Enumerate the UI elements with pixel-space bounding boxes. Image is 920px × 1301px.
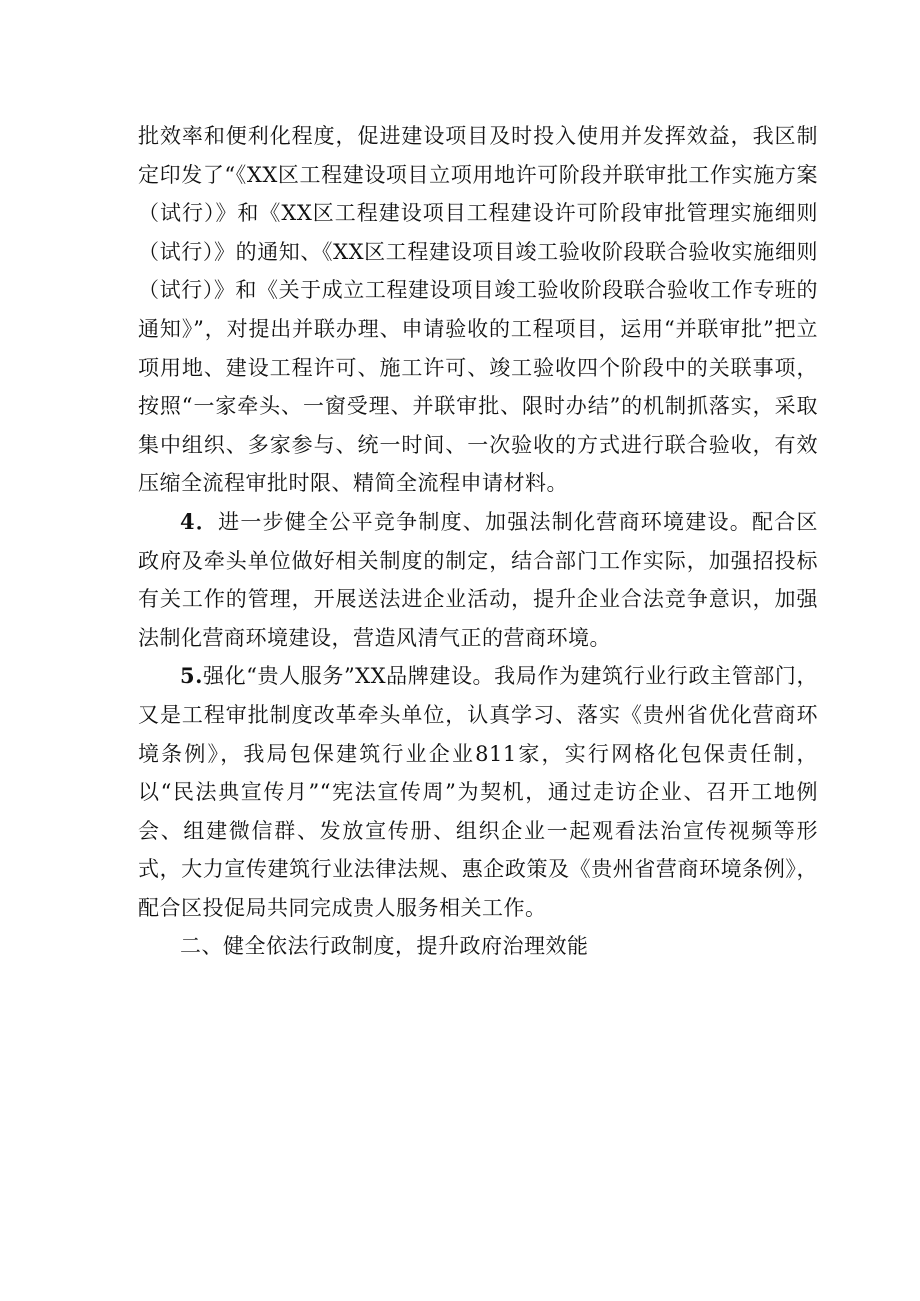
item-number-4: 4． [180,508,219,534]
paragraph-item-4-text: 进一步健全公平竞争制度、加强法制化营商环境建设。配合区政府及牵头单位做好相关制度的制定，结合部门工作实际，加强招投标有关工作的管理，开展送法进企业活动，提升企业合法竞争意识，加强法制化营商环境建设，营造风清气正的营商环境。 [138,509,818,650]
section-heading: 二、健全依法行政制度，提升政府治理效能 [180,934,589,959]
paragraph-item-4 [138,503,818,657]
paragraph-item-5-text: 强化“贵人服务”XX品牌建设。我局作为建筑行业行政主管部门，又是工程审批制度改革牵头单位，认真学习、落实《贵州省优化营商环境条例》，我局包保建筑行业企业811家，实行网格化包保责任制，以“民法典宣传月”“宪法宣传周”为契机，通过走访企业、召开工地例会、组建微信群、发放宣传册、组织企业一起观看法治宣传视频等形式，大力宣传建筑行业法律法规、惠企政策及《贵州省营商环境条例》，配合区投促局共同完成贵人服务相关工作。 [138,664,818,920]
paragraph-item-5 [138,657,818,927]
paragraph-continuation: 批效率和便利化程度，促进建设项目及时投入使用并发挥效益，我区制定印发了“《XX区工程建设项目立项用地许可阶段并联审批工作实施方案（试行）》和《XX区工程建设项目工程建设许可阶段审批管理实施细则（试行）》的通知、《XX区工程建设项目竣工验收阶段联合验收实施细则（试行）》和《关于成立工程建设项目竣工验收阶段联合验收工作专班的通知》”，对提出并联办理、申请验收的工程项目，运用“并联审批”把立项用地、建设工程许可、施工许可、竣工验收四个阶段中的关联事项，按照“一家牵头、一窗受理、并联审批、限时办结”的机制抓落实，采取集中组织、多家参与、统一时间、一次验收的方式进行联合验收，有效压缩全流程审批时限、精简全流程申请材料。 [138,124,818,496]
document-body [138,117,818,966]
item-number-5: 5. [180,663,203,689]
